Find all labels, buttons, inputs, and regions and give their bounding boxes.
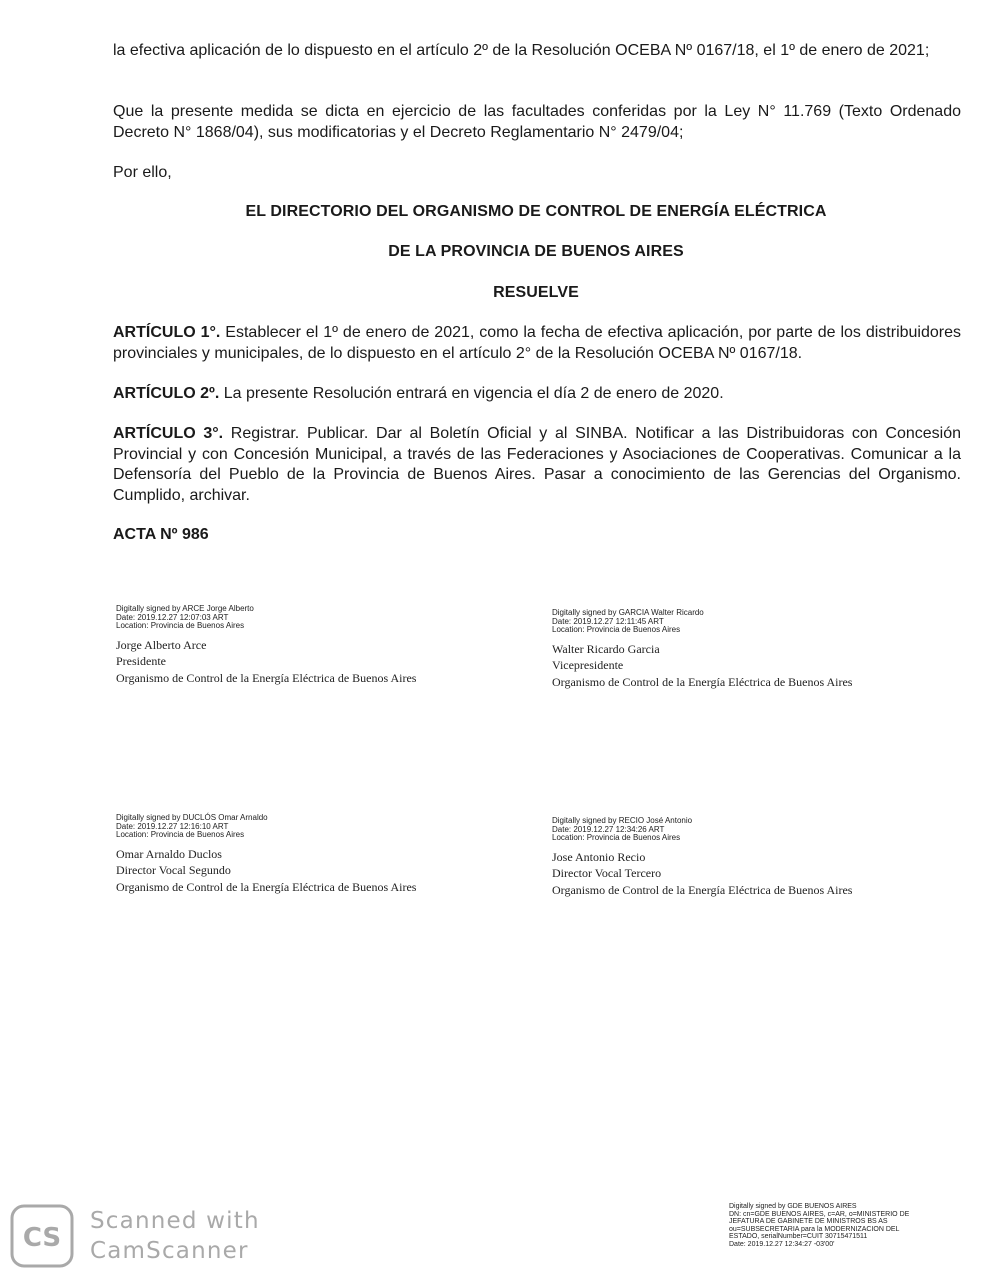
signature-signed-by: Digitally signed by RECIO José Antonio	[552, 816, 693, 825]
camscanner-logo-icon	[10, 1204, 74, 1268]
signer-organization: Organismo de Control de la Energía Eléctrica de Buenos Aires	[552, 674, 853, 689]
signer-role: Director Vocal Tercero	[552, 866, 662, 880]
signature-block-duclos	[116, 814, 536, 895]
gde-line: JEFATURA DE GABINETE DE MINISTROS BS AS	[729, 1218, 888, 1226]
heading-resuelve: RESUELVE	[493, 284, 579, 301]
watermark-line-1: Scanned with	[90, 1208, 260, 1234]
gde-line: ESTADO, serialNumber=CUIT 30715471511	[729, 1233, 868, 1241]
signature-block-recio	[552, 817, 972, 898]
gde-signature-stamp	[729, 1203, 959, 1249]
watermark-line-2: CamScanner	[90, 1238, 249, 1264]
signer-name: Walter Ricardo Garcia	[552, 641, 660, 656]
signer-organization: Organismo de Control de la Energía Eléctrica de Buenos Aires	[116, 670, 417, 685]
article-3-label: ARTÍCULO 3°.	[113, 425, 224, 442]
signature-signed-by: Digitally signed by GARCIA Walter Ricardo	[552, 608, 704, 617]
signature-signed-by: Digitally signed by DUCLÓS Omar Arnaldo	[116, 813, 268, 822]
gde-line: Digitally signed by GDE BUENOS AIRES	[729, 1203, 857, 1210]
gde-line: ou=SUBSECRETARIA para la MODERNIZACION DEL	[729, 1225, 900, 1233]
signer-organization: Organismo de Control de la Energía Eléctrica de Buenos Aires	[116, 879, 417, 894]
signer-name: Omar Arnaldo Duclos	[116, 846, 222, 861]
article-1	[113, 323, 961, 364]
signer-role: Vicepresidente	[552, 658, 624, 672]
heading-provincia: DE LA PROVINCIA DE BUENOS AIRES	[388, 243, 684, 260]
signature-signed-by: Digitally signed by ARCE Jorge Alberto	[116, 604, 254, 613]
signature-date: Date: 2019.12.27 12:07:03 ART	[116, 612, 229, 622]
camscanner-watermark	[10, 1204, 270, 1268]
signer-organization: Organismo de Control de la Energía Eléctrica de Buenos Aires	[552, 882, 853, 897]
gde-line: Date: 2019.12.27 12:34:27 -03'00'	[729, 1240, 835, 1248]
signature-block-garcia	[552, 609, 972, 690]
article-2-text: La presente Resolución entrará en vigencia el día 2 de enero de 2020.	[219, 385, 724, 402]
article-1-label: ARTÍCULO 1°.	[113, 324, 221, 341]
signature-location: Location: Provincia de Buenos Aires	[552, 833, 681, 842]
signature-date: Date: 2019.12.27 12:16:10 ART	[116, 821, 229, 831]
article-3	[113, 424, 961, 506]
heading-directorio: EL DIRECTORIO DEL ORGANISMO DE CONTROL DE ENERGÍA ELÉCTRICA	[245, 203, 827, 220]
signer-role: Director Vocal Segundo	[116, 863, 231, 877]
paragraph-effective-application: la efectiva aplicación de lo dispuesto en el artículo 2º de la Resolución OCEBA Nº 0167/18, el 1º de enero de 2021;	[113, 42, 930, 59]
signature-location: Location: Provincia de Buenos Aires	[552, 625, 681, 634]
gde-line: DN: cn=GDE BUENOS AIRES, c=AR, o=MINISTERIO DE	[729, 1210, 910, 1218]
article-3-text: Registrar. Publicar. Dar al Boletín Oficial y al SINBA. Notificar a las Distribuidoras con Concesión Provincial y con Concesión Municipal, a través de las Federaciones y Asociaciones de Cooperativas. Comunicar a la Defensoría del Pueblo de la Provincia de Buenos Aires. Pasar a conocimiento de las Gerencias del Organismo. Cumplido, archivar.	[113, 425, 962, 504]
signature-date: Date: 2019.12.27 12:11:45 ART	[552, 616, 664, 626]
camscanner-logo-text: CS	[22, 1223, 62, 1253]
signer-name: Jorge Alberto Arce	[116, 637, 207, 652]
paragraph-legal-basis: Que la presente medida se dicta en ejercicio de las facultades conferidas por la Ley N° 11.769 (Texto Ordenado Decreto N° 1868/04), sus modificatorias y el Decreto Reglamentario N° 2479/04;	[113, 103, 961, 141]
paragraph-por-ello: Por ello,	[113, 164, 172, 181]
signature-location: Location: Provincia de Buenos Aires	[116, 621, 245, 630]
article-2-label: ARTÍCULO 2º.	[113, 385, 220, 402]
signature-location: Location: Provincia de Buenos Aires	[116, 830, 245, 839]
signer-name: Jose Antonio Recio	[552, 849, 646, 864]
signer-role: Presidente	[116, 654, 166, 668]
signature-date: Date: 2019.12.27 12:34:26 ART	[552, 824, 665, 834]
article-2	[113, 384, 961, 405]
acta-number: ACTA Nº 986	[113, 526, 209, 543]
signature-block-arce	[116, 605, 536, 686]
article-1-text: Establecer el 1º de enero de 2021, como la fecha de efectiva aplicación, por parte de los distribuidores provinciales y municipales, de lo dispuesto en el artículo 2° de la Resolución OCEBA Nº 0167/18.	[113, 324, 962, 362]
